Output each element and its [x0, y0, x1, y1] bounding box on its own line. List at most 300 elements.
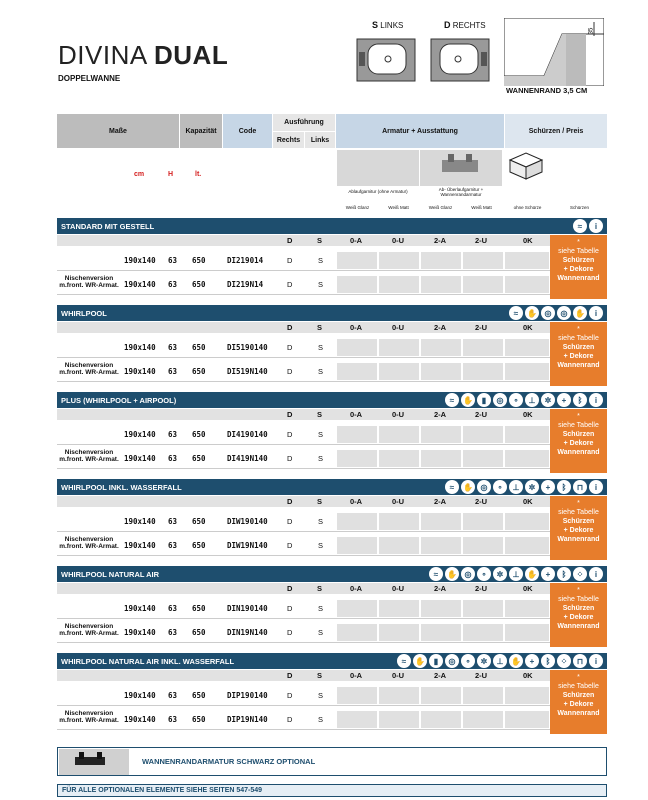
- hand-icon: ✋: [413, 654, 427, 668]
- orange-star: *: [577, 674, 580, 681]
- price-cell: [505, 252, 549, 269]
- header-schuerzen: Schürzen / Preis: [505, 114, 607, 148]
- s-cell: S: [318, 454, 324, 463]
- size-cell: 190x140: [124, 691, 156, 700]
- price-cell: [505, 276, 549, 293]
- orange-line2: Schürzen: [562, 605, 595, 612]
- sub-c2: 0-U: [392, 236, 405, 245]
- price-cell: [463, 252, 503, 269]
- price-cell: [421, 600, 461, 617]
- jet-icon: ◎: [477, 480, 491, 494]
- weiss-matt-2: Weiß Matt: [471, 205, 492, 210]
- price-cell: [337, 450, 377, 467]
- wave-icon: ≈: [397, 654, 411, 668]
- section-icons: [429, 567, 603, 581]
- s-cell: S: [318, 715, 324, 724]
- thermo-icon: ⊥: [509, 480, 523, 494]
- section-title: WHIRLPOOL INKL. WASSERFALL: [61, 482, 182, 492]
- price-cell: [463, 339, 503, 356]
- s-cell: S: [318, 604, 324, 613]
- schuerzen-note: [550, 409, 607, 473]
- h-cell: 63: [168, 343, 178, 352]
- orange-line1: siehe Tabelle: [558, 596, 599, 603]
- orange-line2: Schürzen: [562, 518, 595, 525]
- h-cell: 63: [168, 280, 178, 289]
- table-row: [57, 511, 550, 532]
- s-cell: S: [318, 367, 324, 376]
- info-icon: i: [589, 654, 603, 668]
- thermo-icon: ⊥: [525, 393, 539, 407]
- ohne-schuerze-label: ohne Schürze: [513, 205, 542, 210]
- table-row: [57, 709, 550, 730]
- header-masse: Maße: [57, 114, 179, 148]
- price-cell: [337, 687, 377, 704]
- nischen-label: [57, 362, 121, 376]
- sub-c1: 0-A: [350, 410, 363, 419]
- sub-c3: 2-A: [434, 410, 447, 419]
- sub-c4: 2-U: [475, 410, 488, 419]
- price-cell: [379, 513, 419, 530]
- unit-lt: lt.: [195, 171, 202, 178]
- plus-icon: +: [525, 654, 539, 668]
- hand-icon: ✋: [573, 306, 587, 320]
- sub-header-row: [57, 583, 550, 594]
- table-row: [57, 685, 550, 706]
- sub-c2: 0-U: [392, 671, 405, 680]
- schuerzen-small-label: Schürzen: [569, 205, 589, 210]
- price-cell: [463, 276, 503, 293]
- weiss-glanz-2: Weiß Glanz: [428, 205, 453, 210]
- price-cell: [337, 426, 377, 443]
- nischen-label: [57, 449, 121, 463]
- aufbau-image: [420, 150, 502, 186]
- size-cell: 190x140: [124, 628, 156, 637]
- hand-icon: ✋: [445, 567, 459, 581]
- code-cell: DIN190140: [227, 604, 268, 613]
- capacity-cell: 650: [192, 691, 206, 700]
- orange-line1: siehe Tabelle: [558, 683, 599, 690]
- bluetooth-icon: ᛒ: [541, 654, 555, 668]
- d-cell: D: [287, 367, 293, 376]
- orange-line3: + Dekore: [563, 701, 594, 708]
- d-cell: D: [287, 280, 293, 289]
- remote-icon: ▮: [477, 393, 491, 407]
- section-icons: [445, 480, 603, 494]
- sub-c2: 0-U: [392, 497, 405, 506]
- code-cell: DI5190140: [227, 343, 268, 352]
- remote-icon: ▮: [429, 654, 443, 668]
- price-cell: [421, 450, 461, 467]
- orange-line4: Wannenrand: [557, 536, 600, 543]
- section-title: WHIRLPOOL NATURAL AIR: [61, 569, 160, 579]
- section-title: PLUS (WHIRLPOOL + AIRPOOL): [61, 395, 177, 405]
- table-row: [57, 535, 550, 556]
- h-cell: 63: [168, 367, 178, 376]
- plus-icon: +: [541, 480, 555, 494]
- price-cell: [379, 426, 419, 443]
- price-cell: [505, 513, 549, 530]
- size-cell: 190x140: [124, 367, 156, 376]
- section-title: WHIRLPOOL NATURAL AIR INKL. WASSERFALL: [61, 656, 235, 666]
- orange-line4: Wannenrand: [557, 362, 600, 369]
- price-cell: [421, 252, 461, 269]
- price-cell: [337, 252, 377, 269]
- table-row: [57, 448, 550, 469]
- capacity-cell: 650: [192, 715, 206, 724]
- capacity-cell: 650: [192, 280, 206, 289]
- black-faucet-image: [59, 749, 129, 775]
- d-cell: D: [287, 517, 293, 526]
- sub-c4: 2-U: [475, 323, 488, 332]
- price-cell: [337, 513, 377, 530]
- price-cell: [379, 252, 419, 269]
- sub-d: D: [287, 410, 293, 419]
- header-links: Links: [305, 132, 335, 148]
- info-icon: i: [589, 393, 603, 407]
- code-cell: DIP190140: [227, 691, 268, 700]
- footer-note-text: WANNENRANDARMATUR SCHWARZ OPTIONAL: [142, 757, 316, 766]
- info-icon: i: [589, 306, 603, 320]
- code-cell: DI4190140: [227, 430, 268, 439]
- jet-icon: ◎: [557, 306, 571, 320]
- nischen-line1: Nischenversion: [64, 710, 114, 717]
- nischen-line2: m.front. WR-Armat.: [59, 369, 119, 376]
- sub-c2: 0-U: [392, 410, 405, 419]
- table-row: [57, 361, 550, 382]
- table-row: [57, 622, 550, 643]
- fan-icon: ✲: [493, 567, 507, 581]
- code-cell: DI219014: [227, 256, 264, 265]
- price-cell: [337, 363, 377, 380]
- sub-c1: 0-A: [350, 497, 363, 506]
- wave-icon: ≈: [445, 480, 459, 494]
- hand-icon: ✋: [509, 654, 523, 668]
- nischen-line2: m.front. WR-Armat.: [59, 630, 119, 637]
- s-cell: S: [318, 517, 324, 526]
- code-cell: DI219N14: [227, 280, 264, 289]
- price-cell: [421, 537, 461, 554]
- header-kapazitaet: Kapazität: [180, 114, 222, 148]
- s-cell: S: [318, 691, 324, 700]
- sub-c5: 0K: [523, 671, 533, 680]
- size-cell: 190x140: [124, 454, 156, 463]
- sub-s: S: [317, 671, 323, 680]
- sub-c5: 0K: [523, 497, 533, 506]
- h-cell: 63: [168, 628, 178, 637]
- schuerzen-note: [550, 322, 607, 386]
- sub-c3: 2-A: [434, 671, 447, 680]
- tub-links-diagram: [356, 38, 416, 82]
- header-ausfuehrung: Ausführung: [273, 114, 335, 131]
- schuerzen-note: [550, 583, 607, 647]
- size-cell: 190x140: [124, 343, 156, 352]
- capacity-cell: 650: [192, 541, 206, 550]
- hand-icon: ✋: [525, 306, 539, 320]
- nischen-line1: Nischenversion: [64, 275, 114, 282]
- table-row: [57, 250, 550, 271]
- h-cell: 63: [168, 604, 178, 613]
- price-cell: [463, 513, 503, 530]
- sub-c4: 2-U: [475, 584, 488, 593]
- shower-icon: ⁘: [573, 567, 587, 581]
- orange-line3: + Dekore: [563, 353, 594, 360]
- capacity-cell: 650: [192, 604, 206, 613]
- nischen-line2: m.front. WR-Armat.: [59, 543, 119, 550]
- price-cell: [379, 450, 419, 467]
- jet-icon: ◎: [461, 567, 475, 581]
- price-cell: [463, 600, 503, 617]
- thermo-icon: ⊥: [509, 567, 523, 581]
- wave-icon: ≈: [573, 219, 587, 233]
- page-subtitle: DOPPELWANNE: [58, 74, 121, 83]
- weiss-matt-1: Weiß Matt: [388, 205, 409, 210]
- sub-c2: 0-U: [392, 323, 405, 332]
- capacity-cell: 650: [192, 517, 206, 526]
- price-cell: [379, 600, 419, 617]
- price-cell: [337, 339, 377, 356]
- nischen-line1: Nischenversion: [64, 536, 114, 543]
- sub-c2: 0-U: [392, 584, 405, 593]
- code-cell: DIP19N140: [227, 715, 268, 724]
- sub-c5: 0K: [523, 323, 533, 332]
- links-letter: S: [372, 20, 379, 30]
- section-icons: [573, 219, 603, 233]
- s-cell: S: [318, 256, 324, 265]
- price-cell: [379, 276, 419, 293]
- sub-c5: 0K: [523, 584, 533, 593]
- price-cell: [421, 513, 461, 530]
- h-cell: 63: [168, 541, 178, 550]
- d-cell: D: [287, 343, 293, 352]
- orange-line2: Schürzen: [562, 344, 595, 351]
- wave-icon: ≈: [445, 393, 459, 407]
- h-cell: 63: [168, 715, 178, 724]
- price-cell: [337, 276, 377, 293]
- sub-c3: 2-A: [434, 584, 447, 593]
- s-cell: S: [318, 628, 324, 637]
- air-icon: ∘: [461, 654, 475, 668]
- orange-line1: siehe Tabelle: [558, 422, 599, 429]
- wannenrand-label: WANNENRAND 3,5 CM: [506, 86, 588, 95]
- aufbau-label: Ab- Überlaufgarnitur + Wannenrandarmatur: [438, 187, 484, 197]
- sub-c4: 2-U: [475, 497, 488, 506]
- capacity-cell: 650: [192, 256, 206, 265]
- section-bar: [57, 218, 607, 234]
- size-cell: 190x140: [124, 604, 156, 613]
- code-cell: DI419N140: [227, 454, 268, 463]
- price-cell: [505, 711, 549, 728]
- fan-icon: ✲: [541, 393, 555, 407]
- size-cell: 190x140: [124, 256, 156, 265]
- waterfall-icon: ⊓: [573, 654, 587, 668]
- jet-icon: ◎: [445, 654, 459, 668]
- hand-icon: ✋: [461, 393, 475, 407]
- schuerzen-note: [550, 235, 607, 299]
- info-icon: i: [589, 480, 603, 494]
- price-cell: [463, 624, 503, 641]
- fan-icon: ✲: [525, 480, 539, 494]
- orange-line1: siehe Tabelle: [558, 248, 599, 255]
- price-cell: [379, 537, 419, 554]
- rim-height-label: 35: [588, 27, 595, 35]
- unit-cm: cm: [134, 171, 145, 178]
- price-cell: [421, 339, 461, 356]
- price-cell: [421, 687, 461, 704]
- schuerzen-note: [550, 670, 607, 734]
- s-cell: S: [318, 343, 324, 352]
- price-cell: [505, 339, 549, 356]
- price-cell: [421, 624, 461, 641]
- price-cell: [379, 687, 419, 704]
- nischen-line1: Nischenversion: [64, 623, 114, 630]
- h-cell: 63: [168, 256, 178, 265]
- sub-c1: 0-A: [350, 323, 363, 332]
- price-cell: [379, 711, 419, 728]
- d-cell: D: [287, 454, 293, 463]
- sub-d: D: [287, 323, 293, 332]
- orange-line3: + Dekore: [563, 266, 594, 273]
- sub-s: S: [317, 323, 323, 332]
- sub-s: S: [317, 584, 323, 593]
- orange-line2: Schürzen: [562, 431, 595, 438]
- sub-c3: 2-A: [434, 236, 447, 245]
- air-icon: ∘: [509, 393, 523, 407]
- nischen-line2: m.front. WR-Armat.: [59, 282, 119, 289]
- orange-star: *: [577, 326, 580, 333]
- nischen-line1: Nischenversion: [64, 362, 114, 369]
- nischen-label: [57, 623, 121, 637]
- size-cell: 190x140: [124, 430, 156, 439]
- header-armatur: Armatur + Ausstattung: [336, 114, 504, 148]
- h-cell: 63: [168, 430, 178, 439]
- unit-h: H: [168, 171, 174, 178]
- orange-line2: Schürzen: [562, 257, 595, 264]
- price-cell: [337, 711, 377, 728]
- d-cell: D: [287, 691, 293, 700]
- price-cell: [463, 711, 503, 728]
- fan-icon: ✲: [477, 654, 491, 668]
- orange-star: *: [577, 587, 580, 594]
- thermo-icon: ⊥: [493, 654, 507, 668]
- sub-c3: 2-A: [434, 323, 447, 332]
- links-label: [372, 20, 403, 30]
- price-cell: [463, 450, 503, 467]
- sub-c1: 0-A: [350, 236, 363, 245]
- d-cell: D: [287, 604, 293, 613]
- nischen-line2: m.front. WR-Armat.: [59, 456, 119, 463]
- price-cell: [421, 426, 461, 443]
- ablauf-label: Ablaufgarnitur (ohne Armatur): [348, 189, 408, 194]
- sub-header-row: [57, 409, 550, 420]
- sub-header-row: [57, 496, 550, 507]
- plus-icon: +: [541, 567, 555, 581]
- capacity-cell: 650: [192, 454, 206, 463]
- price-cell: [421, 276, 461, 293]
- orange-line4: Wannenrand: [557, 710, 600, 717]
- h-cell: 63: [168, 691, 178, 700]
- price-cell: [505, 426, 549, 443]
- links-text: LINKS: [378, 21, 404, 30]
- orange-line4: Wannenrand: [557, 449, 600, 456]
- price-cell: [505, 450, 549, 467]
- price-cell: [379, 339, 419, 356]
- page-title: [58, 40, 228, 71]
- air-icon: ∘: [493, 480, 507, 494]
- sub-c4: 2-U: [475, 236, 488, 245]
- price-cell: [337, 600, 377, 617]
- waterfall-icon: ⊓: [573, 480, 587, 494]
- ablauf-image: [337, 150, 419, 186]
- wave-icon: ≈: [509, 306, 523, 320]
- section-title: WHIRLPOOL: [61, 308, 107, 318]
- table-row: [57, 337, 550, 358]
- tub-rechts-diagram: [430, 38, 490, 82]
- jet-icon: ◎: [493, 393, 507, 407]
- capacity-cell: 650: [192, 628, 206, 637]
- nischen-line2: m.front. WR-Armat.: [59, 717, 119, 724]
- orange-line4: Wannenrand: [557, 275, 600, 282]
- h-cell: 63: [168, 517, 178, 526]
- d-cell: D: [287, 430, 293, 439]
- capacity-cell: 650: [192, 367, 206, 376]
- plus-icon: +: [557, 393, 571, 407]
- price-cell: [463, 537, 503, 554]
- table-row: [57, 274, 550, 295]
- code-cell: DIW190140: [227, 517, 268, 526]
- section-title: STANDARD MIT GESTELL: [61, 221, 155, 231]
- orange-line2: Schürzen: [562, 692, 595, 699]
- rechts-text: RECHTS: [450, 21, 486, 30]
- hand-icon: ✋: [461, 480, 475, 494]
- price-cell: [463, 426, 503, 443]
- wave-icon: ≈: [429, 567, 443, 581]
- air-icon: ∘: [477, 567, 491, 581]
- size-cell: 190x140: [124, 280, 156, 289]
- weiss-glanz-1: Weiß Glanz: [345, 205, 370, 210]
- orange-line3: + Dekore: [563, 614, 594, 621]
- sub-header-row: [57, 322, 550, 333]
- orange-star: *: [577, 239, 580, 246]
- size-cell: 190x140: [124, 517, 156, 526]
- info-icon: i: [589, 219, 603, 233]
- code-cell: DIW19N140: [227, 541, 268, 550]
- sub-c1: 0-A: [350, 671, 363, 680]
- orange-line1: siehe Tabelle: [558, 335, 599, 342]
- hand-icon: ✋: [525, 567, 539, 581]
- sub-s: S: [317, 497, 323, 506]
- d-cell: D: [287, 715, 293, 724]
- table-row: [57, 598, 550, 619]
- sub-c3: 2-A: [434, 497, 447, 506]
- d-cell: D: [287, 541, 293, 550]
- section-icons: [445, 393, 603, 407]
- sub-c1: 0-A: [350, 584, 363, 593]
- d-cell: D: [287, 256, 293, 265]
- title-bold: DUAL: [153, 40, 229, 70]
- footer-note-box: [57, 747, 607, 776]
- sub-d: D: [287, 584, 293, 593]
- bluetooth-icon: ᛒ: [573, 393, 587, 407]
- sub-c5: 0K: [523, 236, 533, 245]
- orange-line4: Wannenrand: [557, 623, 600, 630]
- sub-d: D: [287, 671, 293, 680]
- price-cell: [337, 537, 377, 554]
- sub-header-row: [57, 235, 550, 246]
- sub-header-row: [57, 670, 550, 681]
- s-cell: S: [318, 541, 324, 550]
- section-icons: [509, 306, 603, 320]
- section-icons: [397, 654, 603, 668]
